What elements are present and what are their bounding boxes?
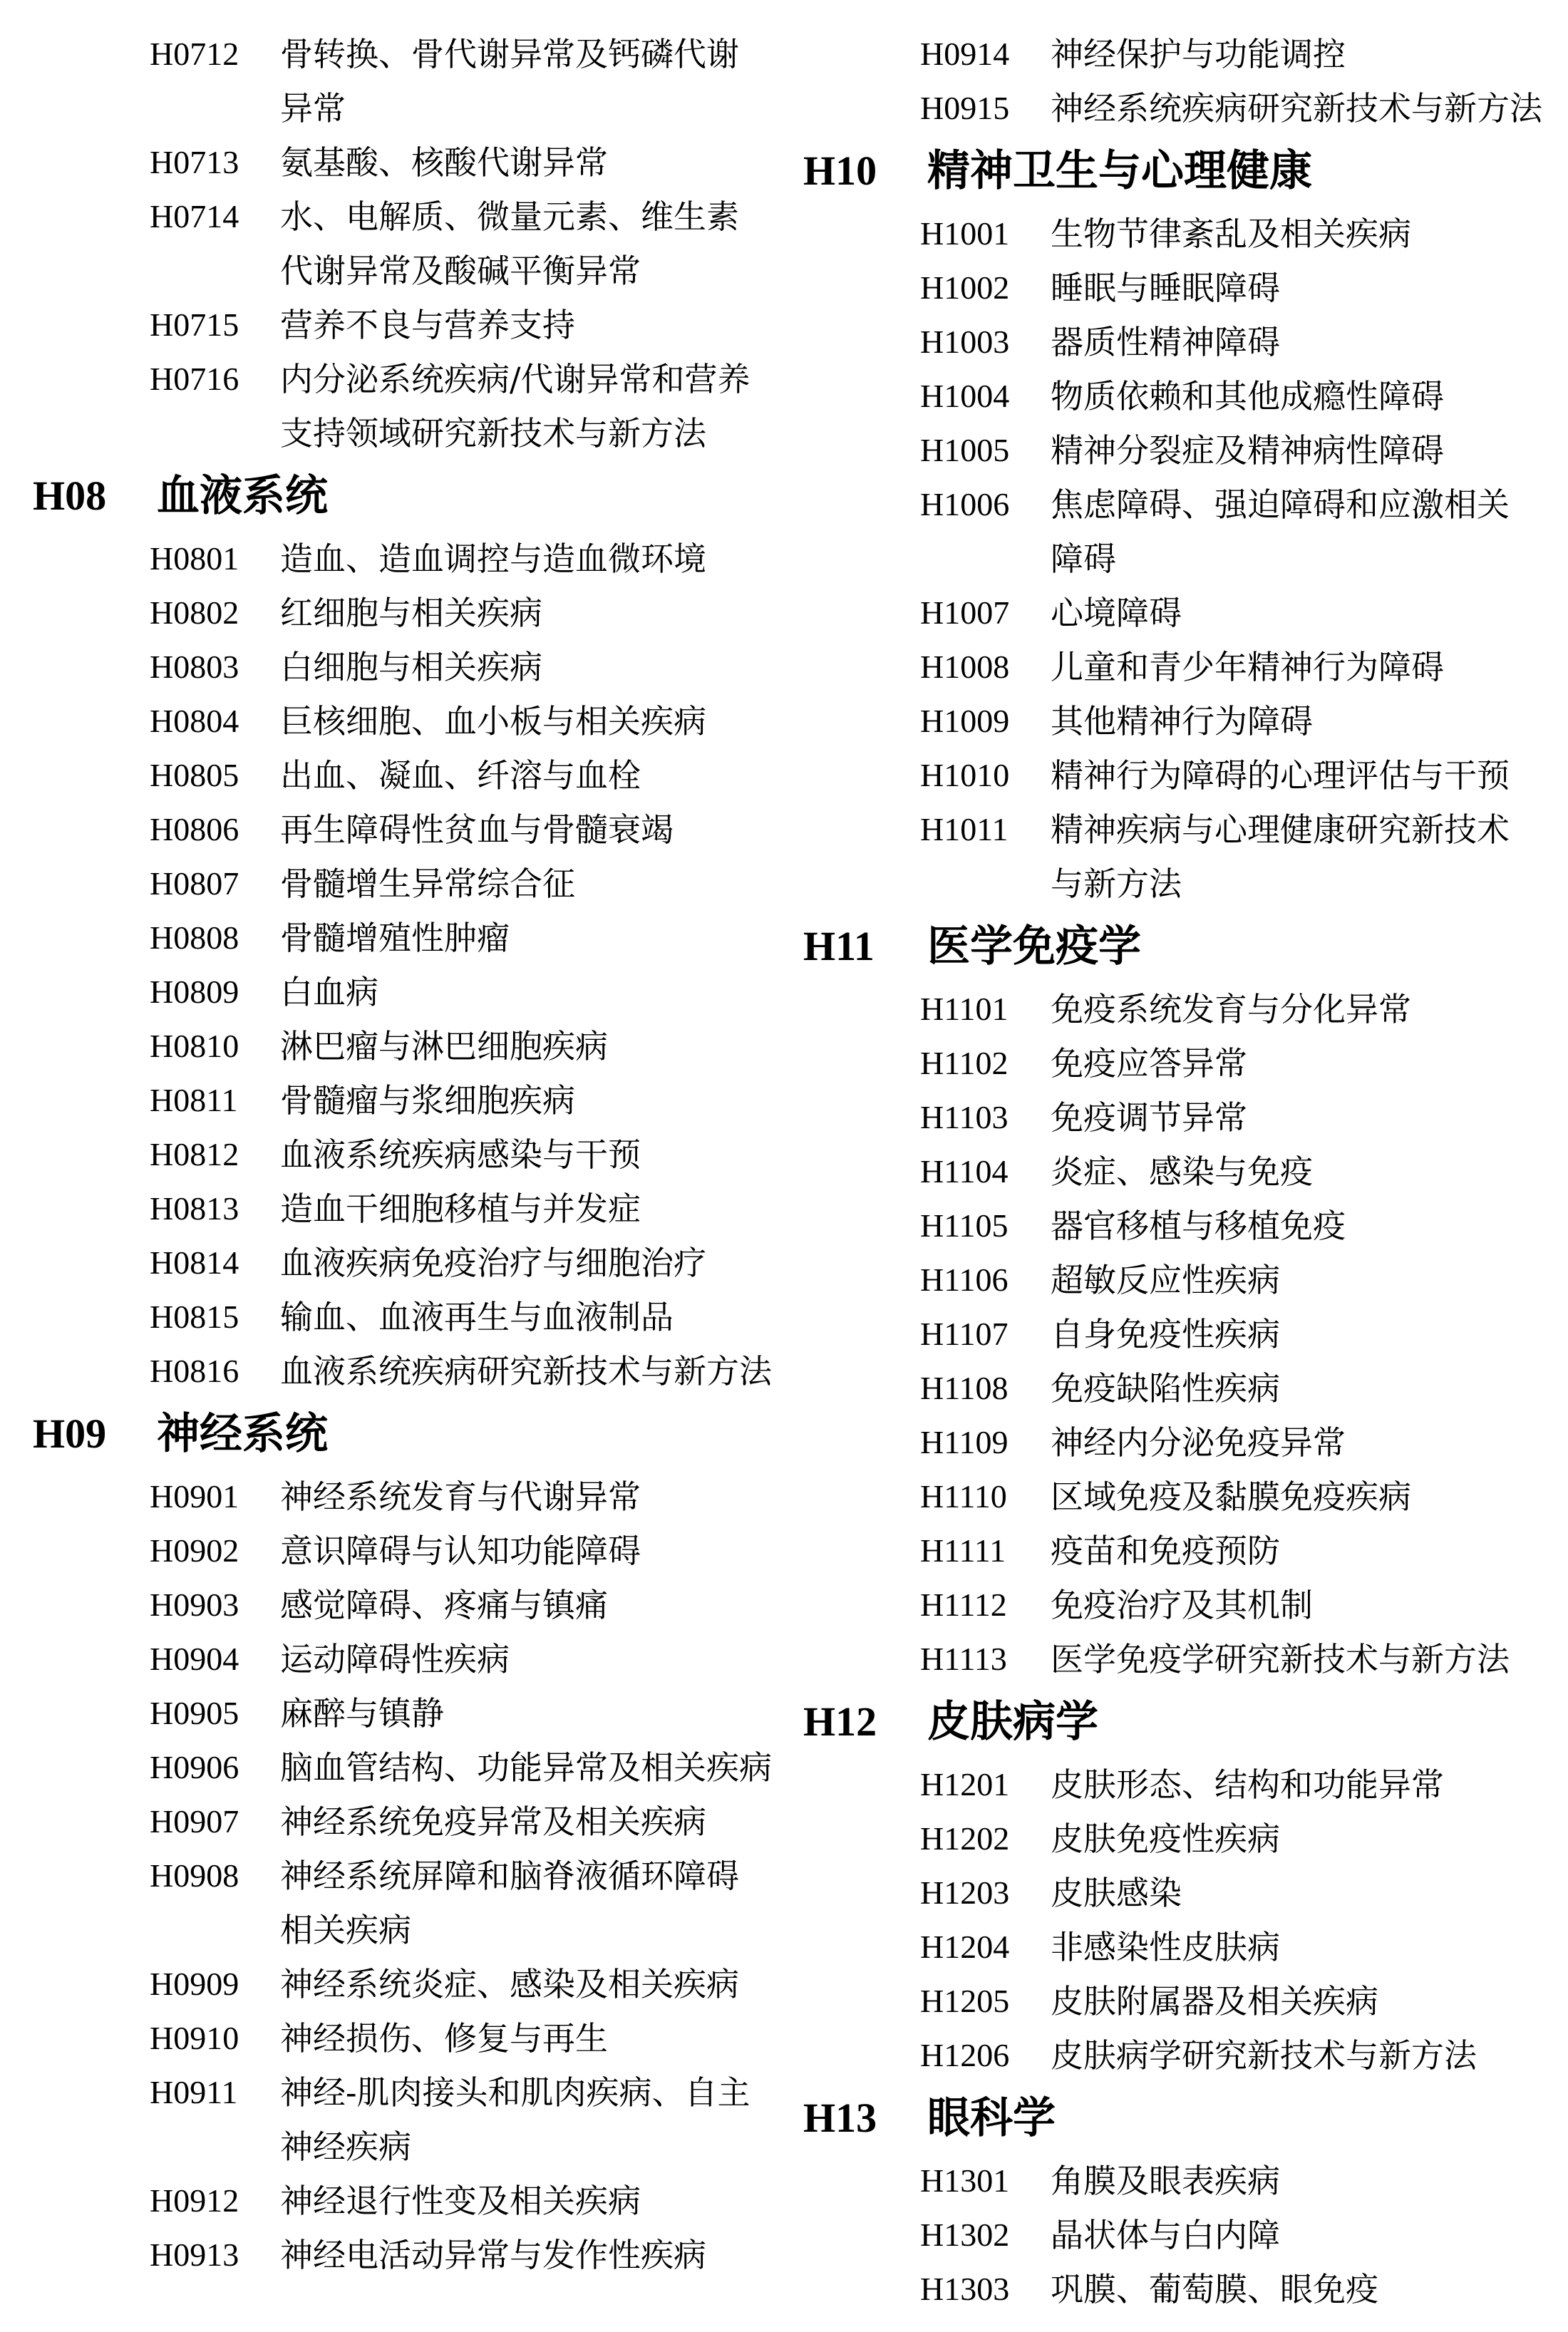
entry-text: 免疫调节异常 xyxy=(1051,1098,1247,1137)
entry-code: H1113 xyxy=(920,1641,1007,1677)
entry-h0912 xyxy=(0,2174,770,2228)
entry-h1302 xyxy=(770,2208,1568,2262)
entry-code: H0811 xyxy=(150,1082,238,1118)
entry-text: 红细胞与相关疾病 xyxy=(280,594,542,632)
entry-h0806 xyxy=(0,803,770,857)
section-h09-continued xyxy=(770,27,1568,135)
entry-h1303 xyxy=(770,2262,1568,2316)
entry-text: 神经损伤、修复与再生 xyxy=(280,2019,608,2058)
entry-text: 炎症、感染与免疫 xyxy=(1051,1152,1313,1191)
entry-code: H1111 xyxy=(920,1532,1006,1569)
entry-text: 障碍 xyxy=(1051,540,1116,578)
entry-text: 神经保护与功能调控 xyxy=(1051,35,1346,73)
entry-text: 内分泌系统疾病/代谢异常和营养 xyxy=(280,360,751,398)
entry-text: 血液系统疾病感染与干预 xyxy=(280,1135,641,1174)
entry-code: H0816 xyxy=(150,1353,239,1389)
section-h07-continued xyxy=(0,27,770,460)
entry-code: H0805 xyxy=(150,757,239,793)
entry-text: 出血、凝血、纤溶与血栓 xyxy=(280,756,641,795)
entry-text: 水、电解质、微量元素、维生素 xyxy=(280,197,739,236)
section-title: 医学免疫学 xyxy=(927,922,1141,971)
entry-text: 造血、造血调控与造血微环境 xyxy=(280,540,706,578)
entry-h1202 xyxy=(770,1812,1568,1866)
entry-h1201 xyxy=(770,1758,1568,1812)
entry-h0807 xyxy=(0,857,770,911)
entry-text: 医学免疫学研究新技术与新方法 xyxy=(1051,1640,1510,1678)
entry-code: H1005 xyxy=(920,432,1010,468)
section-header xyxy=(0,1398,770,1470)
entry-text: 免疫应答异常 xyxy=(1051,1044,1247,1083)
section-header xyxy=(770,911,1568,982)
section-code: H13 xyxy=(803,2095,877,2141)
section-code: H12 xyxy=(803,1698,877,1745)
entry-text: 神经系统屏障和脑脊液循环障碍 xyxy=(280,1857,739,1895)
entry-h0714 xyxy=(0,190,770,298)
entry-h1101 xyxy=(770,982,1568,1036)
entry-text: 免疫治疗及其机制 xyxy=(1051,1586,1313,1624)
entry-text: 异常 xyxy=(280,89,346,128)
entry-code: H1011 xyxy=(920,811,1009,847)
section-code: H09 xyxy=(33,1410,107,1457)
entry-text: 自身免疫性疾病 xyxy=(1051,1315,1280,1353)
section-h10 xyxy=(770,135,1568,911)
entry-h0804 xyxy=(0,694,770,748)
entry-code: H0909 xyxy=(150,1966,239,2002)
entry-text: 骨髓增生异常综合征 xyxy=(280,865,575,903)
entry-code: H0804 xyxy=(150,703,239,739)
entry-code: H1010 xyxy=(920,757,1010,793)
entry-h0910 xyxy=(0,2011,770,2065)
entry-h1107 xyxy=(770,1307,1568,1361)
entry-code: H1201 xyxy=(920,1766,1010,1802)
entry-code: H0812 xyxy=(150,1136,239,1172)
entry-code: H0814 xyxy=(150,1244,239,1281)
entry-h0808 xyxy=(0,911,770,965)
entry-code: H0907 xyxy=(150,1803,239,1840)
entry-h0903 xyxy=(0,1578,770,1632)
entry-text: 心境障碍 xyxy=(1051,594,1182,632)
entry-text: 血液系统疾病研究新技术与新方法 xyxy=(280,1352,772,1391)
entry-text: 其他精神行为障碍 xyxy=(1051,702,1313,741)
entry-text: 焦虑障碍、强迫障碍和应激相关 xyxy=(1051,485,1510,524)
entry-code: H0912 xyxy=(150,2182,239,2219)
entry-text: 神经系统发育与代谢异常 xyxy=(280,1477,641,1516)
entry-code: H1103 xyxy=(920,1099,1009,1135)
entry-h0801 xyxy=(0,532,770,586)
entry-h0816 xyxy=(0,1344,770,1398)
entry-h1203 xyxy=(770,1866,1568,1920)
entry-text: 儿童和青少年精神行为障碍 xyxy=(1051,648,1444,686)
section-header xyxy=(0,460,770,532)
entry-text: 睡眠与睡眠障碍 xyxy=(1051,269,1280,307)
entry-h0904 xyxy=(0,1632,770,1686)
entry-code: H0715 xyxy=(150,306,239,343)
entry-code: H1002 xyxy=(920,269,1010,306)
entry-h1001 xyxy=(770,207,1568,261)
entry-text: 相关疾病 xyxy=(280,1911,411,1949)
entry-code: H1108 xyxy=(920,1370,1009,1406)
entry-code: H0911 xyxy=(150,2074,238,2110)
entry-h1011 xyxy=(770,803,1568,911)
entry-text: 皮肤感染 xyxy=(1051,1874,1182,1912)
entry-h1108 xyxy=(770,1361,1568,1415)
entry-text: 神经退行性变及相关疾病 xyxy=(280,2182,641,2220)
entry-text: 神经系统炎症、感染及相关疾病 xyxy=(280,1965,739,2003)
entry-text: 神经-肌肉接头和肌肉疾病、自主 xyxy=(280,2073,751,2112)
entry-text: 器官移植与移植免疫 xyxy=(1051,1207,1346,1245)
entry-text: 皮肤附属器及相关疾病 xyxy=(1051,1982,1378,2021)
entry-text: 骨髓增殖性肿瘤 xyxy=(280,919,510,957)
entry-text: 物质依赖和其他成瘾性障碍 xyxy=(1051,377,1444,416)
entry-h1003 xyxy=(770,315,1568,369)
entry-h0908 xyxy=(0,1849,770,1957)
section-header xyxy=(770,135,1568,207)
entry-code: H0815 xyxy=(150,1299,239,1335)
entry-h1005 xyxy=(770,423,1568,478)
entry-code: H0713 xyxy=(150,144,239,180)
entry-h1102 xyxy=(770,1036,1568,1090)
entry-h0915 xyxy=(770,81,1568,135)
entry-code: H1106 xyxy=(920,1262,1009,1298)
section-title: 神经系统 xyxy=(157,1409,328,1459)
entry-code: H0809 xyxy=(150,974,239,1010)
entry-code: H1301 xyxy=(920,2162,1010,2199)
entry-code: H0808 xyxy=(150,919,239,956)
entry-text: 免疫缺陷性疾病 xyxy=(1051,1369,1280,1408)
entry-h1006 xyxy=(770,478,1568,586)
entry-code: H0813 xyxy=(150,1190,239,1227)
entry-text: 再生障碍性贫血与骨髓衰竭 xyxy=(280,810,674,849)
entry-h1104 xyxy=(770,1145,1568,1199)
entry-h1009 xyxy=(770,694,1568,748)
entry-code: H1206 xyxy=(920,2037,1010,2073)
entry-text: 氨基酸、核酸代谢异常 xyxy=(280,143,608,182)
entry-text: 神经系统免疫异常及相关疾病 xyxy=(280,1802,706,1841)
entry-text: 骨髓瘤与浆细胞疾病 xyxy=(280,1081,575,1120)
entry-code: H1203 xyxy=(920,1874,1010,1911)
entry-h1103 xyxy=(770,1090,1568,1145)
entry-text: 意识障碍与认知功能障碍 xyxy=(280,1532,641,1570)
entry-code: H1008 xyxy=(920,649,1010,685)
section-code: H10 xyxy=(803,148,877,194)
entry-h1205 xyxy=(770,1974,1568,2028)
section-h12 xyxy=(770,1686,1568,2083)
entry-code: H1107 xyxy=(920,1316,1009,1352)
entry-code: H0902 xyxy=(150,1532,239,1569)
entry-code: H1303 xyxy=(920,2271,1010,2307)
section-h08 xyxy=(0,460,770,1398)
entry-text: 神经内分泌免疫异常 xyxy=(1051,1423,1346,1462)
entry-code: H0910 xyxy=(150,2020,239,2056)
entry-h1111 xyxy=(770,1524,1568,1578)
entry-code: H0712 xyxy=(150,36,239,72)
entry-h0907 xyxy=(0,1795,770,1849)
entry-code: H1006 xyxy=(920,486,1010,522)
section-code: H11 xyxy=(803,923,875,969)
entry-code: H1007 xyxy=(920,594,1010,631)
section-code: H08 xyxy=(33,473,107,519)
entry-code: H0913 xyxy=(150,2236,239,2273)
entry-h0909 xyxy=(0,1957,770,2011)
entry-h0805 xyxy=(0,748,770,803)
entry-text: 运动障碍性疾病 xyxy=(280,1640,510,1678)
right-column xyxy=(770,27,1568,2316)
entry-code: H0901 xyxy=(150,1478,239,1515)
entry-text: 皮肤免疫性疾病 xyxy=(1051,1820,1280,1858)
entry-text: 非感染性皮肤病 xyxy=(1051,1928,1280,1966)
entry-text: 骨转换、骨代谢异常及钙磷代谢 xyxy=(280,35,739,73)
entry-h1113 xyxy=(770,1632,1568,1686)
entry-h1301 xyxy=(770,2154,1568,2208)
entry-h0809 xyxy=(0,965,770,1019)
entry-text: 免疫系统发育与分化异常 xyxy=(1051,990,1411,1028)
entry-code: H1112 xyxy=(920,1587,1007,1623)
entry-text: 与新方法 xyxy=(1051,865,1182,903)
entry-h1008 xyxy=(770,640,1568,694)
entry-h0813 xyxy=(0,1182,770,1236)
entry-h1002 xyxy=(770,261,1568,315)
entry-h1206 xyxy=(770,2028,1568,2083)
entry-text: 皮肤病学研究新技术与新方法 xyxy=(1051,2036,1477,2075)
entry-h0715 xyxy=(0,298,770,352)
entry-h0810 xyxy=(0,1019,770,1073)
left-column xyxy=(0,27,770,2282)
entry-text: 巩膜、葡萄膜、眼免疫 xyxy=(1051,2270,1378,2308)
entry-text: 输血、血液再生与血液制品 xyxy=(280,1298,674,1336)
entry-text: 超敏反应性疾病 xyxy=(1051,1261,1280,1299)
entry-h0902 xyxy=(0,1524,770,1578)
entry-code: H1110 xyxy=(920,1478,1007,1515)
entry-text: 生物节律紊乱及相关疾病 xyxy=(1051,215,1411,253)
entry-code: H1004 xyxy=(920,378,1010,414)
entry-h1109 xyxy=(770,1415,1568,1470)
entry-h0802 xyxy=(0,586,770,640)
entry-text: 区域免疫及黏膜免疫疾病 xyxy=(1051,1477,1411,1516)
section-header xyxy=(770,2083,1568,2154)
entry-text: 晶状体与白内障 xyxy=(1051,2216,1280,2254)
entry-text: 角膜及眼表疾病 xyxy=(1051,2162,1280,2200)
entry-text: 精神行为障碍的心理评估与干预 xyxy=(1051,756,1510,795)
entry-code: H1302 xyxy=(920,2217,1010,2253)
entry-text: 代谢异常及酸碱平衡异常 xyxy=(280,252,641,290)
entry-code: H0802 xyxy=(150,594,239,631)
entry-h0814 xyxy=(0,1236,770,1290)
entry-text: 营养不良与营养支持 xyxy=(280,306,575,344)
entry-text: 感觉障碍、疼痛与镇痛 xyxy=(280,1586,608,1624)
entry-code: H1102 xyxy=(920,1045,1009,1081)
entry-code: H0905 xyxy=(150,1695,239,1731)
entry-h0906 xyxy=(0,1740,770,1795)
entry-code: H1109 xyxy=(920,1424,1009,1460)
entry-text: 造血干细胞移植与并发症 xyxy=(280,1190,641,1228)
entry-text: 血液疾病免疫治疗与细胞治疗 xyxy=(280,1244,706,1282)
entry-text: 支持领域研究新技术与新方法 xyxy=(280,414,706,453)
entry-code: H0806 xyxy=(150,811,239,847)
entry-h0713 xyxy=(0,135,770,190)
entry-h1204 xyxy=(770,1920,1568,1974)
section-title: 眼科学 xyxy=(927,2093,1056,2143)
entry-h0716 xyxy=(0,352,770,460)
entry-code: H1009 xyxy=(920,703,1010,739)
entry-code: H1003 xyxy=(920,324,1010,360)
entry-text: 神经疾病 xyxy=(280,2127,411,2166)
entry-code: H0801 xyxy=(150,540,239,577)
entry-code: H0807 xyxy=(150,865,239,902)
entry-text: 麻醉与镇静 xyxy=(280,1694,444,1733)
entry-h0803 xyxy=(0,640,770,694)
entry-h0905 xyxy=(0,1686,770,1740)
entry-h0712 xyxy=(0,27,770,135)
section-h11 xyxy=(770,911,1568,1686)
entry-text: 脑血管结构、功能异常及相关疾病 xyxy=(280,1748,772,1787)
entry-h0815 xyxy=(0,1290,770,1344)
entry-h0811 xyxy=(0,1073,770,1128)
entry-code: H0915 xyxy=(920,90,1010,126)
entry-code: H0714 xyxy=(150,198,239,234)
entry-code: H1202 xyxy=(920,1820,1010,1857)
entry-code: H1205 xyxy=(920,1983,1010,2019)
entry-code: H0803 xyxy=(150,649,239,685)
entry-code: H0903 xyxy=(150,1587,239,1623)
entry-code: H1101 xyxy=(920,991,1009,1027)
entry-code: H0716 xyxy=(150,361,239,397)
entry-h1004 xyxy=(770,369,1568,423)
section-h09 xyxy=(0,1398,770,2282)
section-title: 皮肤病学 xyxy=(927,1697,1098,1747)
entry-text: 神经电活动异常与发作性疾病 xyxy=(280,2236,706,2274)
entry-text: 白血病 xyxy=(280,973,378,1011)
entry-h1110 xyxy=(770,1470,1568,1524)
entry-h0914 xyxy=(770,27,1568,81)
entry-code: H0914 xyxy=(920,36,1010,72)
entry-code: H0908 xyxy=(150,1857,239,1894)
entry-text: 精神疾病与心理健康研究新技术 xyxy=(1051,810,1510,849)
entry-h1007 xyxy=(770,586,1568,640)
entry-text: 精神分裂症及精神病性障碍 xyxy=(1051,431,1444,470)
entry-code: H1104 xyxy=(920,1153,1009,1190)
entry-code: H0904 xyxy=(150,1641,239,1677)
entry-text: 器质性精神障碍 xyxy=(1051,323,1280,361)
entry-h1010 xyxy=(770,748,1568,803)
entry-text: 皮肤形态、结构和功能异常 xyxy=(1051,1765,1444,1804)
entry-h1106 xyxy=(770,1253,1568,1307)
entry-text: 淋巴瘤与淋巴细胞疾病 xyxy=(280,1027,608,1066)
section-header xyxy=(770,1686,1568,1758)
entry-code: H0906 xyxy=(150,1749,239,1785)
entry-h0812 xyxy=(0,1128,770,1182)
entry-text: 巨核细胞、血小板与相关疾病 xyxy=(280,702,706,741)
entry-code: H1001 xyxy=(920,215,1010,252)
entry-h0913 xyxy=(0,2228,770,2282)
entry-h1112 xyxy=(770,1578,1568,1632)
entry-text: 疫苗和免疫预防 xyxy=(1051,1532,1280,1570)
section-title: 血液系统 xyxy=(157,471,328,521)
entry-code: H0810 xyxy=(150,1028,239,1064)
entry-text: 白细胞与相关疾病 xyxy=(280,648,542,686)
entry-h1105 xyxy=(770,1199,1568,1253)
entry-h0911 xyxy=(0,2065,770,2174)
section-title: 精神卫生与心理健康 xyxy=(927,146,1312,196)
section-h13 xyxy=(770,2083,1568,2316)
entry-code: H1105 xyxy=(920,1207,1009,1244)
entry-code: H1204 xyxy=(920,1929,1010,1965)
entry-h0901 xyxy=(0,1470,770,1524)
entry-text: 神经系统疾病研究新技术与新方法 xyxy=(1051,89,1542,128)
